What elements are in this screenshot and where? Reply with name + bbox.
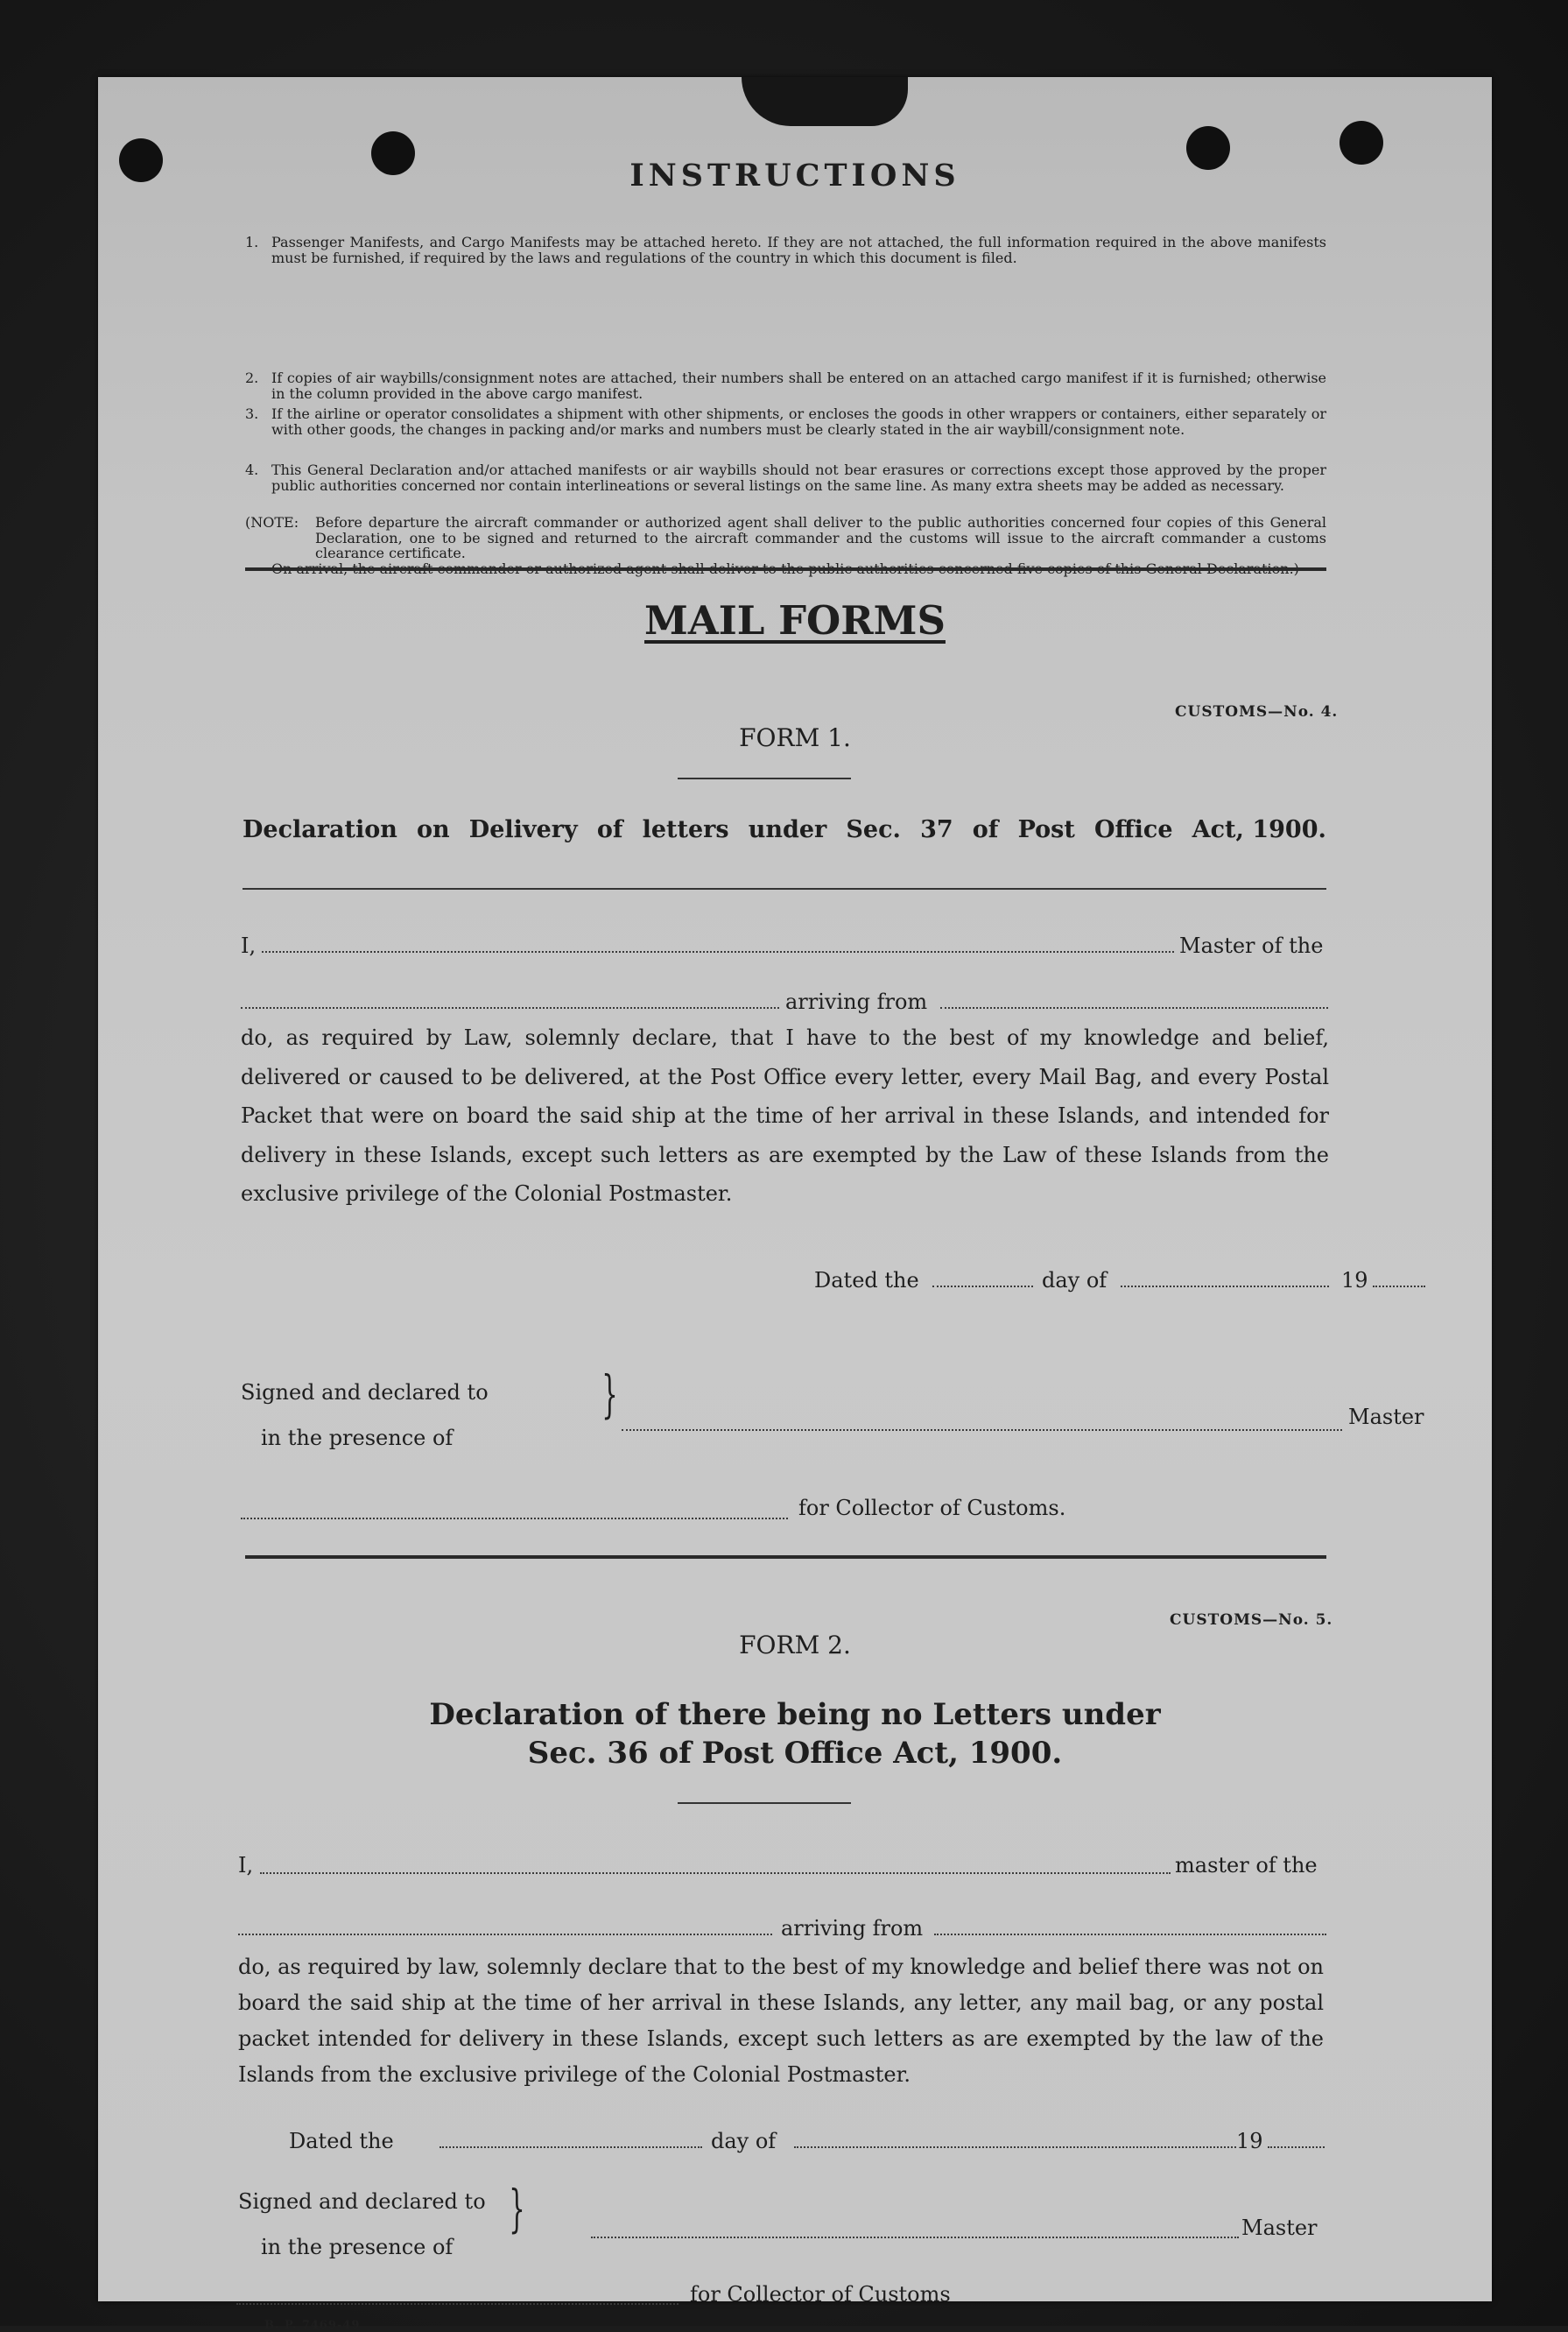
form1-master-label: Master xyxy=(1348,1405,1424,1429)
form2-name-field[interactable] xyxy=(260,1872,1171,1874)
form1-heading: FORM 1. xyxy=(739,723,851,752)
form1-day-of: day of xyxy=(1042,1268,1107,1293)
form1-i-label: I, xyxy=(241,934,257,958)
title-word: Declaration xyxy=(243,816,397,843)
title-word: Post xyxy=(1017,816,1075,843)
form1-presence-label: in the presence of xyxy=(261,1426,454,1450)
divider xyxy=(245,1555,1326,1559)
print-code: B. P. 7469-49 xyxy=(264,2319,361,2332)
form2-i-label: I, xyxy=(238,1853,254,1878)
document-page xyxy=(98,77,1492,2332)
title-word: on xyxy=(417,816,450,843)
brace: } xyxy=(601,1364,618,1424)
form2-day-field[interactable] xyxy=(439,2146,702,2148)
instruction-text: Passenger Manifests, and Cargo Manifests may be attached hereto. If they are not attached, the full information required in the above manifests must be furnished, if required by the laws and regulations of the country in which this document is filed. xyxy=(271,234,1326,266)
instruction-item xyxy=(245,235,1326,265)
form1-day-field[interactable] xyxy=(932,1286,1033,1287)
form2-year-prefix: 19 xyxy=(1236,2129,1263,2153)
divider xyxy=(678,778,851,779)
instruction-number: 4. xyxy=(245,461,259,478)
instructions-title: INSTRUCTIONS xyxy=(629,158,960,194)
title-word: Office xyxy=(1093,816,1173,843)
form2-dated-the: Dated the xyxy=(289,2129,394,2153)
form1-declaration-title xyxy=(243,816,1326,843)
title-line: Declaration of there being no Letters under xyxy=(429,1697,1161,1732)
customs-number-form2: CUSTOMS—No. 5. xyxy=(1170,1611,1333,1629)
form1-signature-field[interactable] xyxy=(622,1429,1342,1431)
customs-number-form1: CUSTOMS—No. 4. xyxy=(1175,703,1339,721)
form2-master-label: Master xyxy=(1241,2216,1318,2240)
form1-collector-field[interactable] xyxy=(241,1518,788,1519)
title-word: Delivery xyxy=(468,816,578,843)
instruction-number: 1. xyxy=(245,234,259,250)
form1-master-of-the: Master of the xyxy=(1179,934,1324,958)
note-prefix: (NOTE: xyxy=(245,514,299,531)
mail-forms-title: MAIL FORMS xyxy=(644,597,946,644)
divider xyxy=(678,1802,851,1804)
form1-dated-the: Dated the xyxy=(814,1268,919,1293)
divider xyxy=(245,567,1326,571)
title-word: of xyxy=(972,816,999,843)
title-word: Sec. xyxy=(846,816,901,843)
form1-collector-label: for Collector of Customs. xyxy=(798,1496,1066,1520)
title-word: letters xyxy=(642,816,729,843)
form2-presence-label: in the presence of xyxy=(261,2235,454,2259)
brace: } xyxy=(509,2179,525,2238)
form1-year-prefix: 19 xyxy=(1341,1268,1368,1293)
instruction-number: 2. xyxy=(245,370,259,386)
form1-arriving-from: arriving from xyxy=(785,990,928,1014)
instruction-item xyxy=(245,406,1326,437)
title-line: Sec. 36 of Post Office Act, 1900. xyxy=(527,1736,1063,1771)
instruction-item xyxy=(245,462,1326,493)
form2-ship-field[interactable] xyxy=(238,1934,772,1935)
instruction-text: This General Declaration and/or attached manifests or air waybills should not bear erasures or corrections except those approved by the proper public authorities concerned nor contain interlineations or several listings on the same line. As many extra sheets may be added as necessary. xyxy=(271,461,1326,494)
form2-declaration-body: do, as required by law, solemnly declare that to the best of my knowledge and belief there was not on board the said ship at the time of her arrival in these Islands, any letter, any mail bag, or any postal packet intended for delivery in these Islands, except such letters as are exempted by the law of the Islands from the exclusive privilege of the Colonial Postmaster. xyxy=(238,1955,1324,2087)
title-word: under xyxy=(748,816,827,843)
form1-year-field[interactable] xyxy=(1373,1286,1425,1287)
form1-month-field[interactable] xyxy=(1121,1286,1329,1287)
form2-collector-field[interactable] xyxy=(236,2303,679,2305)
form1-declaration-body: do, as required by Law, solemnly declare, that I have to the best of my knowledge and belief, delivered or caused to be delivered, at the Post Office every letter, every Mail Bag, and every Postal Packet that were on board the said ship at the time of her arrival in these Islands, and intended for delivery in these Islands, except such letters as are exempted by the Law of these Islands from the exclusive privilege of the Colonial Postmaster. xyxy=(241,1025,1329,1206)
form2-year-field[interactable] xyxy=(1268,2146,1325,2148)
instruction-text: If the airline or operator consolidates a shipment with other shipments, or encloses the goods in other wrappers or containers, either separately or with other goods, the changes in packing and/or marks and numbers must be clearly stated in the air waybill/consignment note. xyxy=(271,405,1326,438)
form2-signature-field[interactable] xyxy=(591,2237,1239,2238)
note-text: Before departure the aircraft commander or authorized agent shall deliver to the public authorities concerned four copies of this General Declaration, one to be signed and returned to the aircraft commander and the customs will issue to the aircraft commander a customs clearance certificate. xyxy=(315,514,1326,561)
note-arrival-text: On arrival, the aircraft commander or authorized agent shall deliver to the public authorities concerned five copies of this General Declaration.) xyxy=(271,560,1299,577)
title-word: 37 xyxy=(920,816,953,843)
form2-collector-label: for Collector of Customs xyxy=(690,2282,951,2307)
form2-origin-field[interactable] xyxy=(934,1934,1326,1935)
form1-signed-label: Signed and declared to xyxy=(241,1380,489,1405)
instruction-item xyxy=(245,370,1326,401)
form2-arriving-from: arriving from xyxy=(781,1916,924,1941)
form2-month-field[interactable] xyxy=(794,2146,1236,2148)
title-word: of xyxy=(596,816,623,843)
form1-name-field[interactable] xyxy=(262,951,1174,953)
form2-signed-label: Signed and declared to xyxy=(238,2189,486,2214)
instruction-number: 3. xyxy=(245,405,259,422)
form2-master-of-the: master of the xyxy=(1175,1853,1318,1878)
form2-day-of: day of xyxy=(711,2129,777,2153)
form2-heading: FORM 2. xyxy=(739,1631,851,1659)
form1-origin-field[interactable] xyxy=(940,1007,1328,1009)
instruction-text: If copies of air waybills/consignment notes are attached, their numbers shall be entered on an attached cargo manifest if it is furnished; otherwise in the column provided in the above cargo manifest. xyxy=(271,370,1326,402)
divider xyxy=(243,888,1326,890)
title-word: Act, 1900. xyxy=(1192,816,1326,843)
torn-edge xyxy=(742,77,908,126)
form2-declaration-title xyxy=(98,1695,1492,1772)
form1-ship-field[interactable] xyxy=(241,1007,779,1009)
